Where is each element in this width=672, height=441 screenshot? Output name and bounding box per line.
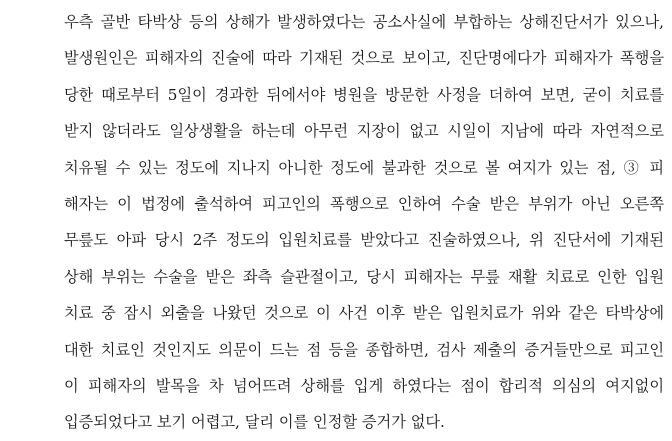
text-line: 상해 부위는 수술을 받은 좌측 슬관절이고, 당시 피해자는 무릎 재활 치료로 인한 입원 bbox=[64, 267, 664, 286]
text-line: 무릎도 아파 당시 2주 정도의 입원치료를 받았다고 진술하였으나, 위 진단서에 기재된 bbox=[64, 231, 664, 250]
text-line: 대한 치료인 것인지도 의문이 드는 점 등을 종합하면, 검사 제출의 증거들만으로 피고인 bbox=[64, 340, 664, 359]
document-body bbox=[64, 4, 664, 441]
text-line: 당한 때로부터 5일이 경과한 뒤에서야 병원을 방문한 사정을 더하여 보면, 굳이 치료를 bbox=[64, 85, 664, 104]
text-line: 치유될 수 있는 정도에 지나지 아니한 정도에 불과한 것으로 볼 여지가 있는 점, ③ 피 bbox=[64, 158, 664, 177]
text-line-last: 입증되었다고 보기 어렵고, 달리 이를 인정할 증거가 없다. bbox=[64, 413, 445, 432]
text-line: 이 피해자의 발목을 차 넘어뜨려 상해를 입게 하였다는 점이 합리적 의심의 여지없이 bbox=[64, 376, 664, 395]
text-line: 해자는 이 법정에 출석하여 피고인의 폭행으로 인하여 수술 받은 부위가 아닌 오른쪽 bbox=[64, 194, 664, 213]
text-line: 우측 골반 타박상 등의 상해가 발생하였다는 공소사실에 부합하는 상해진단서가 있으나, bbox=[64, 13, 664, 31]
text-line: 치료 중 잠시 외출을 나왔던 것으로 이 사건 이후 받은 입원치료가 위와 같은 타박상에 bbox=[64, 304, 664, 323]
text-line: 받지 않더라도 일상생활을 하는데 아무런 지장이 없고 시일이 지남에 따라 자연적으로 bbox=[64, 122, 664, 141]
text-line: 발생원인은 피해자의 진술에 따라 기재된 것으로 보이고, 진단명에다가 피해자가 폭행을 bbox=[64, 49, 664, 68]
